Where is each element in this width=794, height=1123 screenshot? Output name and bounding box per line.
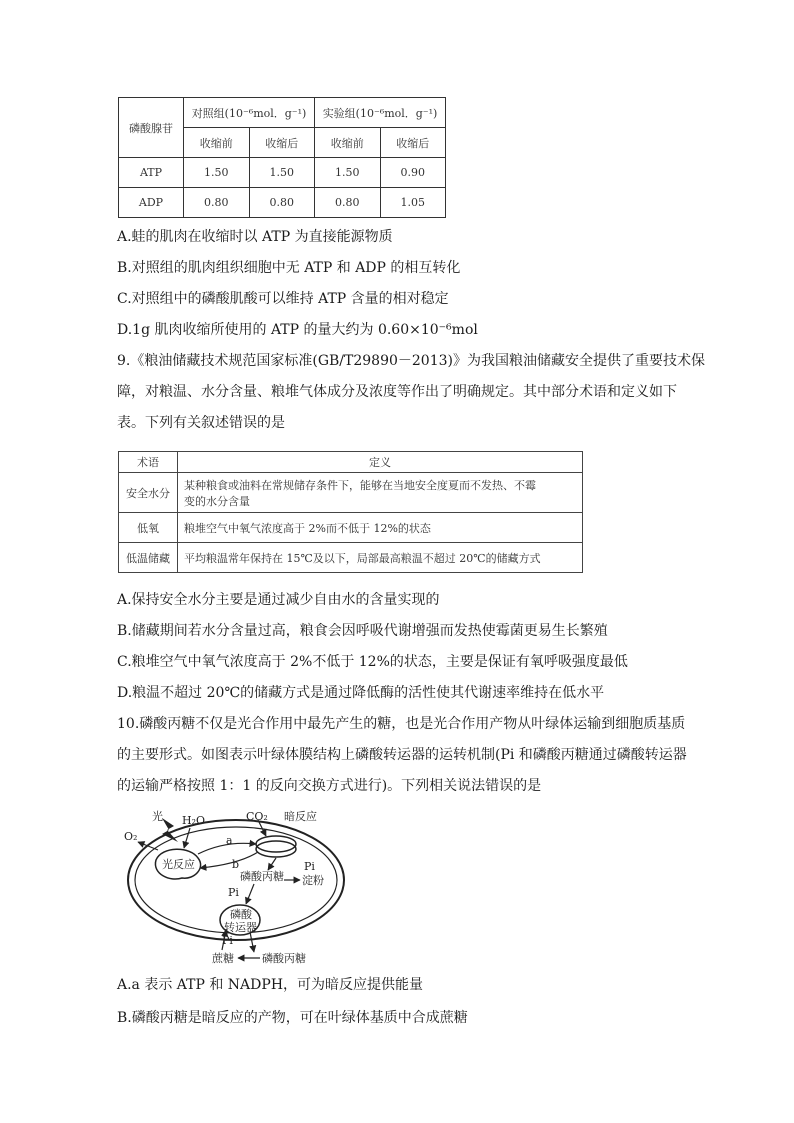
chloroplast-phosphate-transporter-diagram bbox=[118, 808, 350, 968]
table1-subheader: 收缩后 bbox=[249, 128, 315, 158]
q9-option-a: A.保持安全水分主要是通过减少自由水的含量实现的 bbox=[117, 592, 440, 608]
q9-option-c: C.粮堆空气中氧气浓度高于 2%不低于 12%的状态，主要是保证有氧呼吸强度最低 bbox=[117, 654, 628, 670]
q10-stem-line: 的主要形式。如图表示叶绿体膜结构上磷酸转运器的运转机制(Pi 和磷酸丙糖通过磷酸转运器 bbox=[117, 747, 687, 763]
table1-cell: 1.50 bbox=[249, 158, 315, 188]
q9-option-b: B.储藏期间若水分含量过高，粮食会因呼吸代谢增强而发热使霉菌更易生长繁殖 bbox=[117, 623, 608, 639]
q9-stem-line: 表。下列有关叙述错误的是 bbox=[117, 415, 285, 431]
triose-phosphate-outer-label: 磷酸丙糖 bbox=[262, 952, 306, 965]
table1-cell: 0.90 bbox=[380, 158, 446, 188]
table1-subheader: 收缩前 bbox=[184, 128, 250, 158]
starch-label: 淀粉 bbox=[302, 874, 324, 887]
q9-stem-line: 障，对粮温、水分含量、粮堆气体成分及浓度等作出了明确规定。其中部分术语和定义如下 bbox=[117, 384, 677, 400]
pi-left-label: Pi bbox=[228, 886, 239, 899]
table2-definition bbox=[178, 473, 583, 513]
table2-definition: 平均粮温常年保持在 15℃及以下，局部最高粮温不超过 20℃的储藏方式 bbox=[178, 543, 583, 573]
q8-option-a: A.蛙的肌肉在收缩时以 ATP 为直接能源物质 bbox=[117, 229, 393, 245]
q10-stem-line: 10.磷酸丙糖不仅是光合作用中最先产生的糖，也是光合作用产物从叶绿体运输到细胞质基质 bbox=[117, 716, 686, 732]
table1-experiment-header: 实验组(10⁻⁶mol．g⁻¹) bbox=[315, 98, 446, 128]
table1-row-name: ADP bbox=[119, 188, 184, 218]
transporter-label-1: 磷酸 bbox=[230, 908, 252, 921]
transporter-label-2: 转运器 bbox=[224, 921, 257, 934]
light-label: 光 bbox=[152, 810, 163, 823]
table2-term: 安全水分 bbox=[119, 473, 178, 513]
table1-corner-label: 磷酸腺苷 bbox=[119, 98, 184, 158]
co2-label: CO₂ bbox=[246, 810, 268, 823]
table1-row-name: ATP bbox=[119, 158, 184, 188]
table2-term: 低温储藏 bbox=[119, 543, 178, 573]
table2-header-definition: 定义 bbox=[178, 452, 583, 473]
q9-option-d: D.粮温不超过 20℃的储藏方式是通过降低酶的活性使其代谢速率维持在低水平 bbox=[117, 685, 605, 701]
table1-subheader: 收缩前 bbox=[315, 128, 381, 158]
table1-cell: 1.50 bbox=[315, 158, 381, 188]
sucrose-label: 蔗糖 bbox=[212, 952, 234, 965]
table1-cell: 0.80 bbox=[249, 188, 315, 218]
q8-option-d: D.1g 肌肉收缩所使用的 ATP 的量大约为 0.60×10⁻⁶mol bbox=[117, 322, 478, 338]
table1-subheader: 收缩后 bbox=[380, 128, 446, 158]
table1-cell: 0.80 bbox=[184, 188, 250, 218]
light-reaction-label: 光反应 bbox=[162, 858, 195, 871]
b-label: b bbox=[232, 858, 240, 871]
q9-stem-line: 9.《粮油储藏技术规范国家标准(GB/T29890－2013)》为我国粮油储藏安全提供了重要技术保 bbox=[117, 353, 705, 369]
dark-reaction-label: 暗反应 bbox=[284, 810, 317, 823]
table1-cell: 0.80 bbox=[315, 188, 381, 218]
table2-header-term: 术语 bbox=[119, 452, 178, 473]
q8-option-b: B.对照组的肌肉组织细胞中无 ATP 和 ADP 的相互转化 bbox=[117, 260, 461, 276]
pi-bottom-label: Pi bbox=[222, 934, 233, 947]
table-row bbox=[119, 188, 446, 218]
q10-stem-line: 的运输严格按照 1：1 的反向交换方式进行)。下列相关说法错误的是 bbox=[117, 778, 542, 794]
phosphate-adenosine-table bbox=[118, 97, 446, 218]
o2-label: O₂ bbox=[124, 830, 138, 843]
table-row bbox=[119, 543, 583, 573]
definition-line: 变的水分含量 bbox=[184, 494, 250, 508]
table2-definition: 粮堆空气中氧气浓度高于 2%而不低于 12%的状态 bbox=[178, 513, 583, 543]
a-label: a bbox=[226, 834, 233, 847]
triose-phosphate-inner-label: 磷酸丙糖 bbox=[240, 870, 284, 883]
grain-storage-terms-table bbox=[118, 451, 583, 573]
table2-term: 低氧 bbox=[119, 513, 178, 543]
table-row bbox=[119, 513, 583, 543]
table-row bbox=[119, 473, 583, 513]
table1-cell: 1.05 bbox=[380, 188, 446, 218]
definition-line: 某种粮食或油料在常规储存条件下，能够在当地安全度夏而不发热、不霉 bbox=[184, 478, 536, 492]
pi-top-label: Pi bbox=[304, 860, 315, 873]
q10-option-a: A.a 表示 ATP 和 NADPH，可为暗反应提供能量 bbox=[117, 977, 424, 993]
table1-control-header: 对照组(10⁻⁶mol．g⁻¹) bbox=[184, 98, 315, 128]
h2o-label: H₂O bbox=[182, 814, 206, 827]
table1-cell: 1.50 bbox=[184, 158, 250, 188]
q8-option-c: C.对照组中的磷酸肌酸可以维持 ATP 含量的相对稳定 bbox=[117, 291, 449, 307]
table-row bbox=[119, 158, 446, 188]
q10-option-b: B.磷酸丙糖是暗反应的产物，可在叶绿体基质中合成蔗糖 bbox=[117, 1010, 468, 1026]
